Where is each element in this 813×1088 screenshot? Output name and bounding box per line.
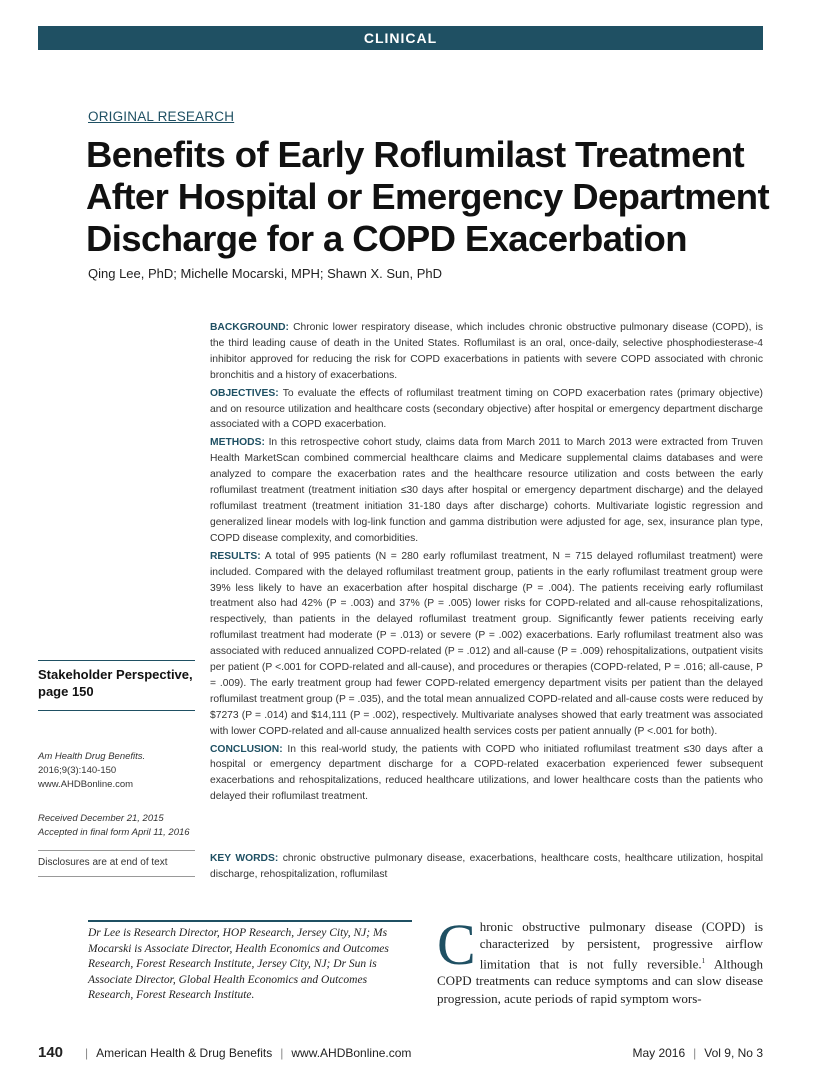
received-dates (38, 812, 198, 840)
stakeholder-perspective-link[interactable]: Stakeholder Perspective, page 150 (38, 660, 195, 711)
abstract-methods-text: In this retrospective cohort study, claims data from March 2011 to March 2013 were extracted from Truven Health MarketScan combined commercial healthcare claims and Medicare supplemental claims databases and were analyzed to compare the exacerbation rates and the healthcare resource utilization and costs between the early roflumilast treatment (treatment initiation ≤30 days after hospital or emergency department discharge) and the delayed roflumilast treatment (treatment initiation 31-180 days after discharge) cohorts. Multivariate logistic regression and generalized linear models with log-link function and gamma distribution were adjusted for age, sex, insurance plan type, COPD disease complexity, and comorbidities. (210, 437, 763, 544)
citation-volume: 2016;9(3):140-150 (38, 764, 117, 776)
disclosures-note: Disclosures are at end of text (38, 850, 195, 877)
abstract-results-label: RESULTS: (210, 550, 261, 562)
article-title: Benefits of Early Roflumilast Treatment After Hospital or Emergency Department Discharge for a COPD Exacerbation (86, 134, 770, 259)
journal-website[interactable]: www.AHDBonline.com (38, 778, 134, 790)
accepted-date: Accepted in final form April 11, 2016 (38, 826, 190, 838)
footer-divider: | (693, 1046, 697, 1060)
footer-issue (632, 1046, 763, 1060)
abstract-objectives-text: To evaluate the effects of roflumilast treatment timing on COPD exacerbation rates (primary objective) and on resource utilization and healthcare costs (secondary objective) after hospital or emergency department discharge associated with a COPD exacerbation. (210, 387, 763, 431)
received-date: Received December 21, 2015 (38, 813, 164, 824)
section-header-bar: CLINICAL (38, 26, 763, 50)
footer-website[interactable]: www.AHDBonline.com (291, 1046, 412, 1060)
abstract-conclusion-text: In this real-world study, the patients with COPD who initiated roflumilast treatment ≤30 days after a hospital or emergency department discharge for a COPD-related exacerbation experienced fewer subsequent exacerbations and rehospitalizations, reduced healthcare utilizations, and lower healthcare costs than the patients who delayed their roflumilast treatment. (210, 743, 763, 803)
abstract-conclusion-label: CONCLUSION: (210, 743, 283, 755)
abstract-results (210, 549, 763, 740)
abstract-background-label: BACKGROUND: (210, 322, 289, 333)
page-number: 140 (38, 1044, 64, 1061)
abstract-background-text: Chronic lower respiratory disease, which includes chronic obstructive pulmonary disease (COPD), is the third leading cause of death in the United States. Roflumilast is an oral, once-daily, selective phosphodiesterase-4 inhibitor approved for reducing the risk for COPD exacerbations in patients with severe COPD associated with chronic bronchitis and a history of exacerbations. (210, 322, 763, 381)
abstract-methods-label: METHODS: (210, 437, 265, 449)
drop-cap: C (437, 912, 476, 977)
keywords (210, 851, 763, 882)
intro-text-end: Although COPD treatments can reduce symptoms and can slow disease progression, acute periods of rapid symptom wors- (437, 955, 763, 1006)
footer-divider: | (280, 1046, 284, 1060)
footer-divider: | (85, 1046, 89, 1060)
abstract-methods (210, 435, 763, 546)
keywords-text: chronic obstructive pulmonary disease, exacerbations, healthcare costs, healthcare utilization, hospital discharge, rehospitalization, roflumilast (210, 853, 763, 880)
intro-paragraph (437, 912, 763, 1007)
abstract-conclusion (210, 742, 763, 806)
page-footer (38, 1044, 763, 1061)
footer-journal: American Health & Drug Benefits (96, 1046, 273, 1060)
citation-block (38, 750, 198, 791)
abstract-objectives-label: OBJECTIVES: (210, 387, 279, 399)
footer-volume: Vol 9, No 3 (704, 1046, 763, 1060)
abstract-objectives (210, 386, 763, 434)
journal-name: Am Health Drug Benefits. (38, 751, 146, 762)
abstract (210, 320, 763, 807)
abstract-results-text: A total of 995 patients (N = 280 early roflumilast treatment, N = 715 delayed roflumilast treatment) were included. Compared with the delayed roflumilast treatment group, patients in the early roflumilast treatment group were 39% less likely to have an exacerbation after hospital discharge (P = .004). The patients receiving early roflumilast treatment also had 42% (P = .003) and 37% (P = .005) lower risks for COPD-related and all-cause rehospitalizations, respectively, than patients in the delayed roflumilast treatment group. Significantly fewer patients receiving early roflumilast treatment had moderate (P = .013) or severe (P = .002) exacerbations. Early roflumilast treatment also was associated with reduced annualized COPD-related (P = .012) and all-cause (P = .009) rehospitalizations, outpatient visits per patient (P <.001 for COPD-related and all-cause), and procedures or therapies (COPD-related, P = .016; all-cause, P = .009). The early treatment group had fewer COPD-related emergency department visits per patient than the delayed roflumilast treatment group (P = .035), and the total mean annualized COPD-related and all-cause costs were reduced by $7273 (P = .014) and $14,111 (P = .002), respectively. Multivariate analyses showed that early treatment was associated with lower COPD-related and all-cause annualized health services costs per patient annually (P <.001 for both). (210, 550, 763, 737)
abstract-background (210, 320, 763, 384)
author-affiliations: Dr Lee is Research Director, HOP Research, Jersey City, NJ; Ms Mocarski is Associate Director, Health Economics and Outcomes Research, Forest Research Institute, Jersey City, NJ; Dr Sun is Associate Director, Global Health Economics and Outcomes Research, Forest Research Institute. (88, 920, 412, 1004)
reference-1[interactable]: 1 (701, 956, 706, 965)
author-list: Qing Lee, PhD; Michelle Mocarski, MPH; Shawn X. Sun, PhD (88, 266, 443, 281)
article-type-label: ORIGINAL RESEARCH (88, 109, 235, 124)
keywords-label: KEY WORDS: (210, 853, 279, 864)
intro-text-start: hronic obstructive pulmonary disease (COPD) is characterized by persistent, progressive airflow limitation that is not fully reversible. (479, 919, 763, 971)
footer-date: May 2016 (632, 1046, 686, 1060)
